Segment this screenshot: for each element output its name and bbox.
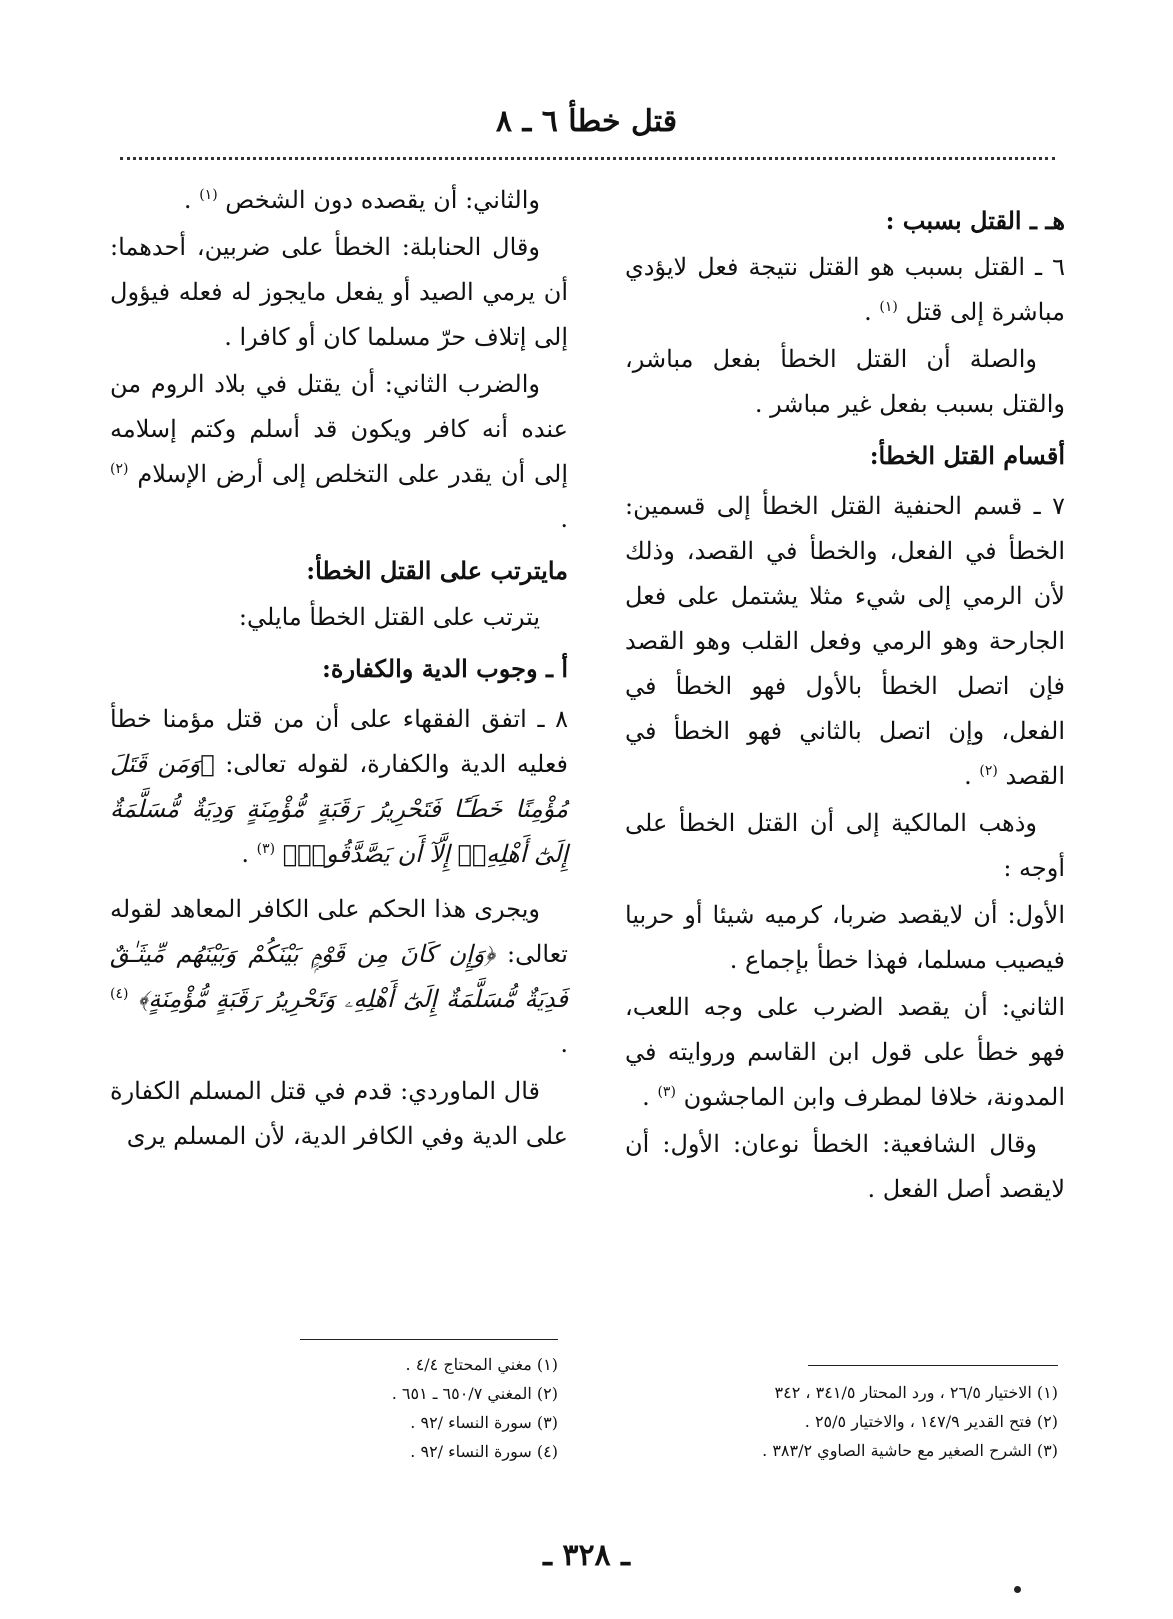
paragraph-8-text: ٨ ـ اتفق الفقهاء على أن من قتل مؤمنا خطأ فعليه الدية والكفارة، لقوله تعالى: [110,705,568,778]
footnote: (٢) المغني ٦٥٠/٧ ـ ٦٥١ . [391,1384,558,1403]
paragraph-l3-end: . [560,505,568,533]
footnote-ref: (٣) [256,841,276,857]
right-column [625,198,1065,1214]
paragraph-l3-text: والضرب الثاني: أن يقتل في بلاد الروم من عنده أنه كافر ويكون قد أسلم وكتم إسلامه إلى أن يقدر على التخلص إلى أرض الإسلام [110,370,568,488]
paragraph-l1-text: والثاني: أن يقصده دون الشخص [225,186,540,214]
section-heading-types: أقسام القتل الخطأ: [869,441,1065,470]
paragraph-l2: وقال الحنابلة: الخطأ على ضربين، أحدهما: أن يرمي الصيد أو يفعل مايجوز له فعله فيؤول إلى إتلاف حرّ مسلما كان أو كافرا . [110,233,568,351]
quran-verse-2: ﴿وَإِن كَانَ مِن قَوْمٍۭ بَيْنَكُمْ وَبَيْنَهُم مِّيثَـٰقٌ فَدِيَةٌ مُّسَلَّمَةٌ إِلَىٰٓ أَهْلِهِۦ وَتَحْرِيرُ رَقَبَةٍ مُّؤْمِنَةٍ﴾ [110,940,568,1013]
paragraph-7d [625,985,1065,1120]
left-column [110,178,568,1161]
page-number: ـ ٣٢٨ ـ [543,1538,630,1573]
paragraph-7d-end: . [642,1083,650,1111]
header-dotted-rule [120,157,1055,160]
footnote-ref: (١) [199,187,218,203]
scan-speck [1014,1586,1021,1593]
quran-verse-1-end: . [241,840,249,868]
paragraph-l1-end: . [183,186,192,214]
footnote-rule-right [808,1365,1058,1366]
footnote-ref: (٢) [110,461,129,477]
quran-verse-2-end: . [560,1030,568,1058]
footnote-ref: (٣) [657,1084,676,1100]
paragraph-9-text: ويجرى هذا الحكم على الكافر المعاهد لقوله تعالى: [110,895,568,968]
footnote: (١) الاختيار ٢٦/٥ ، ورد المحتار ٣٤١/٥ ، ٣٤٢ [774,1383,1058,1402]
paragraph-6b: والصلة أن القتل الخطأ بفعل مباشر، والقتل بسبب بفعل غير مباشر . [625,345,1065,418]
paragraph-6-text: ٦ ـ القتل بسبب هو القتل نتيجة فعل لايؤدي مباشرة إلى قتل [625,253,1065,326]
paragraph-7c: الأول: أن لايقصد ضربا، كرميه شيئا أو حربيا فيصيب مسلما، فهذا خطأ بإجماع . [625,901,1065,974]
paragraph-l3 [110,362,568,542]
paragraph-6-end: . [864,298,872,326]
footnote-rule-left [300,1339,558,1340]
footnotes-left [330,1350,558,1466]
footnote: (١) مغني المحتاج ٤/٤ . [405,1355,558,1374]
footnotes-right [700,1378,1058,1465]
paragraph-7-text: ٧ ـ قسم الحنفية القتل الخطأ إلى قسمين: الخطأ في الفعل، والخطأ في القصد، وذلك لأن الرمي إلى شيء مثلا يشتمل على فعل الجارحة وهو الرمي وفعل القلب وهو القصد فإن اتصل الخطأ بالأول فهو الخطأ في الفعل، وإن اتصل بالثاني فهو الخطأ في القصد [625,492,1065,790]
section-heading-a: أ ـ وجوب الدية والكفارة: [322,654,568,683]
paragraph-7d-text: الثاني: أن يقصد الضرب على وجه اللعب، فهو خطأ على قول ابن القاسم وروايته في المدونة، خلافا لمطرف وابن الماجشون [625,993,1065,1111]
paragraph-7 [625,484,1065,799]
footnote-ref: (٢) [979,763,998,779]
paragraph-7-end: . [964,762,972,790]
footnote: (٣) الشرح الصغير مع حاشية الصاوي ٣٨٣/٢ . [762,1441,1058,1460]
running-header: قتل خطأ ٦ ـ ٨ [495,104,678,139]
paragraph-7b: وذهب المالكية إلى أن القتل الخطأ على أوجه : [625,809,1065,882]
section-heading-consequences: مايترتب على القتل الخطأ: [306,556,568,585]
paragraph-l4: يترتب على القتل الخطأ مايلي: [238,603,540,631]
paragraph-7e: وقال الشافعية: الخطأ نوعان: الأول: أن لايقصد أصل الفعل . [625,1130,1065,1203]
paragraph-9 [110,887,568,1067]
footnote-ref: (١) [879,299,898,315]
footnote: (٣) سورة النساء /٩٢ . [410,1413,558,1432]
paragraph-l1 [110,178,568,223]
footnote: (٤) سورة النساء /٩٢ . [410,1442,558,1461]
paragraph-6 [625,245,1065,335]
paragraph-8 [110,697,568,877]
section-heading-h: هـ ـ القتل بسبب : [885,206,1065,235]
quran-verse-1: ﴿وَمَن قَتَلَ مُؤْمِنًا خَطَـًٔا فَتَحْرِيرُ رَقَبَةٍ مُّؤْمِنَةٍ وَدِيَةٌ مُّسَلَّمَةٌ إِلَىٰٓ أَهْلِهِۦٓ إِلَّآ أَن يَصَّدَّقُوا۟﴾ [110,750,568,868]
footnote-ref: (٤) [110,986,129,1002]
footnote: (٢) فتح القدير ١٤٧/٩ ، والاختيار ٢٥/٥ . [804,1412,1058,1431]
paragraph-10: قال الماوردي: قدم في قتل المسلم الكفارة على الدية وفي الكافر الدية، لأن المسلم يرى [110,1077,568,1150]
